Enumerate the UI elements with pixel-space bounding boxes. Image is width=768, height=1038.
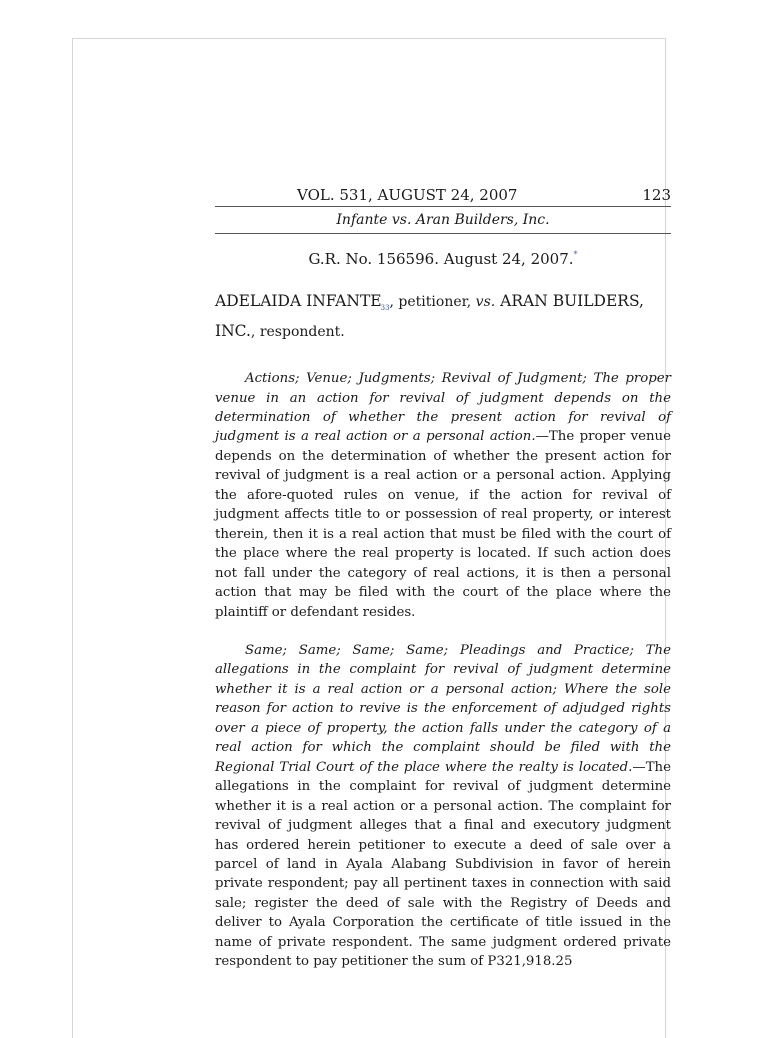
gr-number-line [215,248,671,270]
syllabus-paragraph [215,641,671,972]
petitioner-name: ADELAIDA INFANTE [215,292,382,310]
syllabus-italic: Same; Same; Same; Same; Pleadings and Practice; The allegations in the complaint for revival of judgment determine whether it is a real action or a personal action; Where the sole reason for action to revive is the enforcement of adjudged rights over a piece of property, the action falls under the category of a real action for which the complaint should be filed with the Regional Trial Court of the place where the realty is located. [215,642,671,775]
petitioner-footnote-mark[interactable]: 33 [380,304,390,313]
gr-number: G.R. No. 156596. August 24, 2007. [308,250,574,268]
petitioner-role: , petitioner, [389,294,476,310]
gr-footnote-mark[interactable]: * [573,250,578,259]
header-rule-bottom [215,233,671,234]
parties [215,290,671,344]
running-header [215,184,671,206]
syllabus-text: —The allegations in the complaint for revival of judgment determine whether it is a real action or a personal action. The complaint for revival of judgment alleges that a final and executory judgment has ordered herein petitioner to execute a deed of sale over a parcel of land in Ayala Alabang Subdivision in favor of herein private respondent; pay all pertinent taxes in connection with said sale; register the deed of sale with the Registry of Deeds and deliver to Ayala Corporation the certificate of title issued in the name of private respondent. The same judgment ordered private respondent to pay petitioner the sum of P321,918.25 [215,759,671,970]
syllabus-italic: Actions; Venue; Judgments; Revival of Judgment; The proper venue in an action for revival of judgment depends on the determination of whether the present action for revival of judgment is a real action or a personal action. [215,371,671,445]
case-title: Infante vs. Aran Builders, Inc. [336,212,550,228]
respondent-name-2: INC. [215,322,251,341]
respondent-name-1: ARAN BUILDERS, [495,292,644,310]
document-page [72,38,671,1038]
page-number: 123 [642,186,671,204]
respondent-role: , respondent. [250,324,345,341]
page-content [215,184,671,972]
volume-date: VOL. 531, AUGUST 24, 2007 [297,186,518,204]
syllabus-paragraph [215,369,671,622]
syllabus-text: —The proper venue depends on the determination of whether the present action for revival of judgment is a real action or a personal action. Applying the afore-quoted rules on venue, if the action for revival of judgment affects title to or possession of real property, or interest therein, then it is a real action that must be filed with the court of the place where the real property is located. If such action does not fall under the category of real actions, it is then a personal action that may be filed with the court of the place where the plaintiff or defendant resides. [215,429,671,620]
versus-label: vs. [475,294,496,310]
